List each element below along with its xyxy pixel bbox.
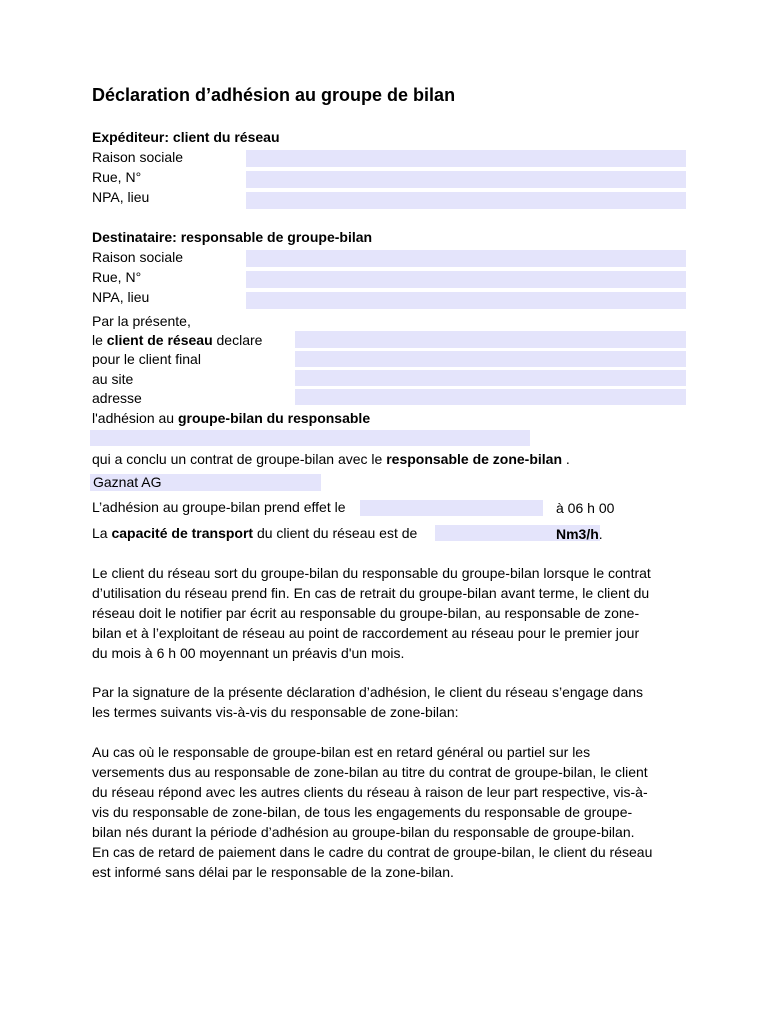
paragraph-line: Au cas où le responsable de groupe-bilan est en retard général ou partiel sur les bbox=[92, 744, 591, 760]
network-client-bold: client de réseau bbox=[106, 332, 213, 348]
site-label: au site bbox=[92, 371, 134, 387]
membership-prefix: l'adhésion au bbox=[92, 410, 178, 426]
sender-street-label: Rue, N° bbox=[92, 169, 142, 185]
capacity-suffix: du client du réseau est de bbox=[253, 525, 418, 541]
declaration-intro: Par la présente, bbox=[92, 313, 191, 329]
membership-line bbox=[92, 410, 370, 426]
capacity-unit: Nm3/h bbox=[556, 526, 599, 542]
membership-bold: groupe-bilan du responsable bbox=[177, 410, 371, 426]
paragraph-line: vis du responsable de zone-bilan, de tous les engagements du responsable de groupe- bbox=[92, 804, 633, 820]
sender-city-label: NPA, lieu bbox=[92, 189, 150, 205]
recipient-city-label: NPA, lieu bbox=[92, 289, 150, 305]
paragraph-exit bbox=[92, 563, 651, 663]
contract-prefix: qui a conclu un contrat de groupe-bilan avec le bbox=[92, 451, 387, 467]
effective-date-field[interactable] bbox=[360, 500, 543, 516]
capacity-line bbox=[92, 525, 417, 541]
effective-time-text: à 06 h 00 bbox=[556, 500, 615, 516]
zone-balance-responsible-field[interactable]: Gaznat AG bbox=[90, 474, 321, 491]
paragraph-line: bilan et à l’exploitant de réseau au point de raccordement au réseau pour le premier jour bbox=[92, 625, 640, 641]
capacity-unit-text bbox=[556, 526, 603, 542]
sender-company-label: Raison sociale bbox=[92, 149, 184, 165]
paragraph-line: du mois à 6 h 00 moyennant un préavis d'un mois. bbox=[92, 645, 405, 661]
address-label: adresse bbox=[92, 390, 142, 406]
sender-city-field[interactable] bbox=[246, 192, 686, 209]
paragraph-line: bilan nés durant la période d’adhésion au groupe-bilan du responsable de groupe-bilan. bbox=[92, 824, 635, 840]
network-client-line bbox=[92, 332, 262, 348]
recipient-company-label: Raison sociale bbox=[92, 249, 184, 265]
paragraph-liability bbox=[92, 742, 652, 882]
sender-street-field[interactable] bbox=[246, 171, 686, 188]
recipient-heading: Destinataire: responsable de groupe-bilan bbox=[92, 229, 373, 245]
recipient-city-field[interactable] bbox=[246, 292, 686, 309]
address-field[interactable] bbox=[295, 389, 686, 405]
contract-bold: responsable de zone-bilan bbox=[386, 451, 563, 467]
sender-company-field[interactable] bbox=[246, 150, 686, 167]
paragraph-line: est informé sans délai par le responsable de la zone-bilan. bbox=[92, 864, 454, 880]
paragraph-line: versements dus au responsable de zone-bilan au titre du contrat de groupe-bilan, le client bbox=[92, 764, 648, 780]
site-field[interactable] bbox=[295, 370, 686, 386]
capacity-prefix: La bbox=[92, 525, 112, 541]
recipient-company-field[interactable] bbox=[246, 250, 686, 267]
sender-heading: Expéditeur: client du réseau bbox=[92, 129, 280, 145]
paragraph-line: les termes suivants vis-à-vis du responsable de zone-bilan: bbox=[92, 704, 459, 720]
paragraph-line: réseau doit le notifier par écrit au responsable du groupe-bilan, au responsable de zone- bbox=[92, 605, 640, 621]
document-title: Déclaration d’adhésion au groupe de bilan bbox=[92, 85, 456, 105]
capacity-unit-suffix: . bbox=[598, 526, 603, 542]
final-client-label: pour le client final bbox=[92, 351, 201, 367]
paragraph-line: En cas de retard de paiement dans le cadre du contrat de groupe-bilan, le client du réseau bbox=[92, 844, 653, 860]
network-client-field[interactable] bbox=[295, 331, 686, 348]
recipient-street-label: Rue, N° bbox=[92, 269, 142, 285]
final-client-field[interactable] bbox=[295, 351, 686, 367]
paragraph-line: Par la signature de la présente déclaration d’adhésion, le client du réseau s’engage dans bbox=[92, 684, 644, 700]
paragraph-line: du réseau répond avec les autres clients du réseau à raison de leur part respective, vis-à- bbox=[92, 784, 648, 800]
recipient-street-field[interactable] bbox=[246, 271, 686, 288]
network-client-prefix: le bbox=[92, 332, 107, 348]
contract-line bbox=[92, 451, 570, 467]
network-client-suffix: declare bbox=[212, 332, 263, 348]
paragraph-signature bbox=[92, 682, 643, 722]
effective-date-label: L’adhésion au groupe-bilan prend effet le bbox=[92, 499, 346, 515]
group-balance-responsible-field[interactable] bbox=[90, 430, 530, 446]
contract-suffix: . bbox=[562, 451, 570, 467]
paragraph-line: d’utilisation du réseau prend fin. En cas de retrait du groupe-bilan avant terme, le client du bbox=[92, 585, 650, 601]
paragraph-line: Le client du réseau sort du groupe-bilan du responsable du groupe-bilan lorsque le contrat bbox=[92, 565, 651, 581]
capacity-bold: capacité de transport bbox=[111, 525, 254, 541]
